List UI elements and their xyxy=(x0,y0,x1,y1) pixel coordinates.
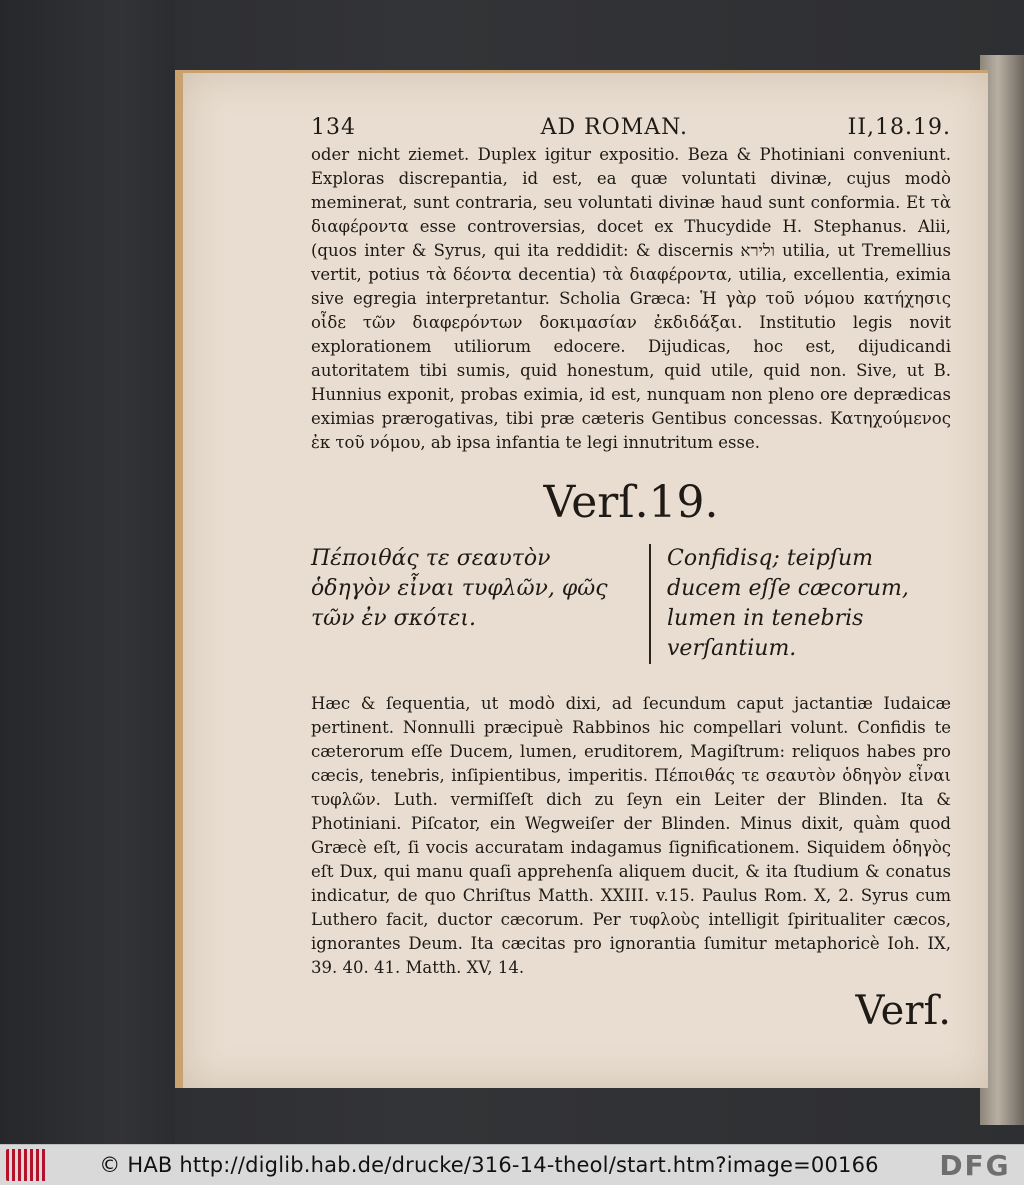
page-number: 134 xyxy=(311,115,356,140)
catchword: Verſ. xyxy=(855,988,951,1034)
viewer-footer xyxy=(0,1144,1024,1185)
dfg-logo[interactable]: DFG xyxy=(939,1148,1011,1182)
hab-logo-icon[interactable] xyxy=(6,1149,46,1181)
paragraph-1: oder nicht ziemet. Duplex igitur expositio. Beza & Photiniani conveniunt. Exploras discrepantia, id est, ea quæ voluntati divinæ, cujus modò meminerat, sunt contraria, seu voluntati divinæ haud sunt conformia. Et τὰ διαφέροντα esse controversias, docet ex Thucydide H. Stephanus. Alii, (quos inter & Syrus, qui ita reddidit: & discernis ולירא utilia, ut Tremellius vertit, potius τὰ δέοντα decentia) τὰ διαφέροντα, utilia, excellentia, eximia sive egregia interpretantur. Scholia Græca: Ἡ γὰρ τοῦ νόμου κατήχησις οἶδε τῶν διαφερόντων δοκιμασίαν ἐκδιδάξαι. Institutio legis novit explorationem utiliorum edocere. Dijudicas, hoc est, dijudicandi autoritatem tibi sumis, quid honestum, quid utile, quid non. Sive, ut B. Hunnius exponit, probas eximia, id est, nunquam non pleno ore deprædicas eximias prærogativas, tibi præ cæteris Gentibus concessas. Κατηχούμενος ἐκ τοῦ νόμου, ab ipsa infantia te legi innutritum esse. xyxy=(311,145,951,452)
verse-greek: Πέποιθάς τε σεαυτὸν ὁδηγὸν εἶναι τυφλῶν, φῶς τῶν ἐν σκότει. xyxy=(311,546,608,631)
running-header xyxy=(311,115,951,143)
running-head: AD ROMAN. xyxy=(540,115,688,140)
verse-title: Verſ.19. xyxy=(543,477,719,528)
commentary-paragraph: Hæc & ſequentia, ut modò dixi, ad ſecundum caput jactantiæ Iudaicæ pertinent. Nonnulli præcipuè Rabbinos hic compellari volunt. Confidis te cæterorum eſſe Ducem, lumen, eruditorem, Magiſtrum: reliquos habes pro cæcis, tenebris, inſipientibus, imperitis. Πέποιθάς τε σεαυτὸν ὁδηγὸν εἶναι τυφλῶν. Luth. vermiſſeſt dich zu ſeyn ein Leiter der Blinden. Ita & Photiniani. Piſcator, ein Wegweiſer der Blinden. Minus dixit, quàm quod Græcè eſt, ſi vocis accuratam indagamus ſignificationem. Siquidem ὁδηγὸς eſt Dux, qui manu quaſi apprehenſa aliquem ducit, & ita ſtudium & conatus indicatur, de quo Chriſtus Matth. XXIII. v.15. Paulus Rom. X, 2. Syrus cum Luthero facit, ductor cæcorum. Per τυφλοὺς intelligit ſpiritualiter cæcos, ignorantes Deum. Ita cæcitas pro ignorantia ſumitur metaphoricè Ioh. IX, 39. 40. 41. Matth. XV, 14. xyxy=(311,694,951,977)
verse-latin: Confidisq; teipſum ducem eſſe cæcorum, lumen in tenebris verſantium. xyxy=(667,546,909,661)
verse-columns xyxy=(311,544,951,664)
chapter-reference: II,18.19. xyxy=(847,115,951,140)
book-page xyxy=(175,70,988,1088)
copyright-link[interactable]: © HAB http://diglib.hab.de/drucke/316-14-theol/start.htm?image=00166 xyxy=(99,1153,879,1177)
page-content xyxy=(311,115,951,1034)
scan-left-margin xyxy=(0,0,175,1144)
column-divider xyxy=(649,544,651,664)
